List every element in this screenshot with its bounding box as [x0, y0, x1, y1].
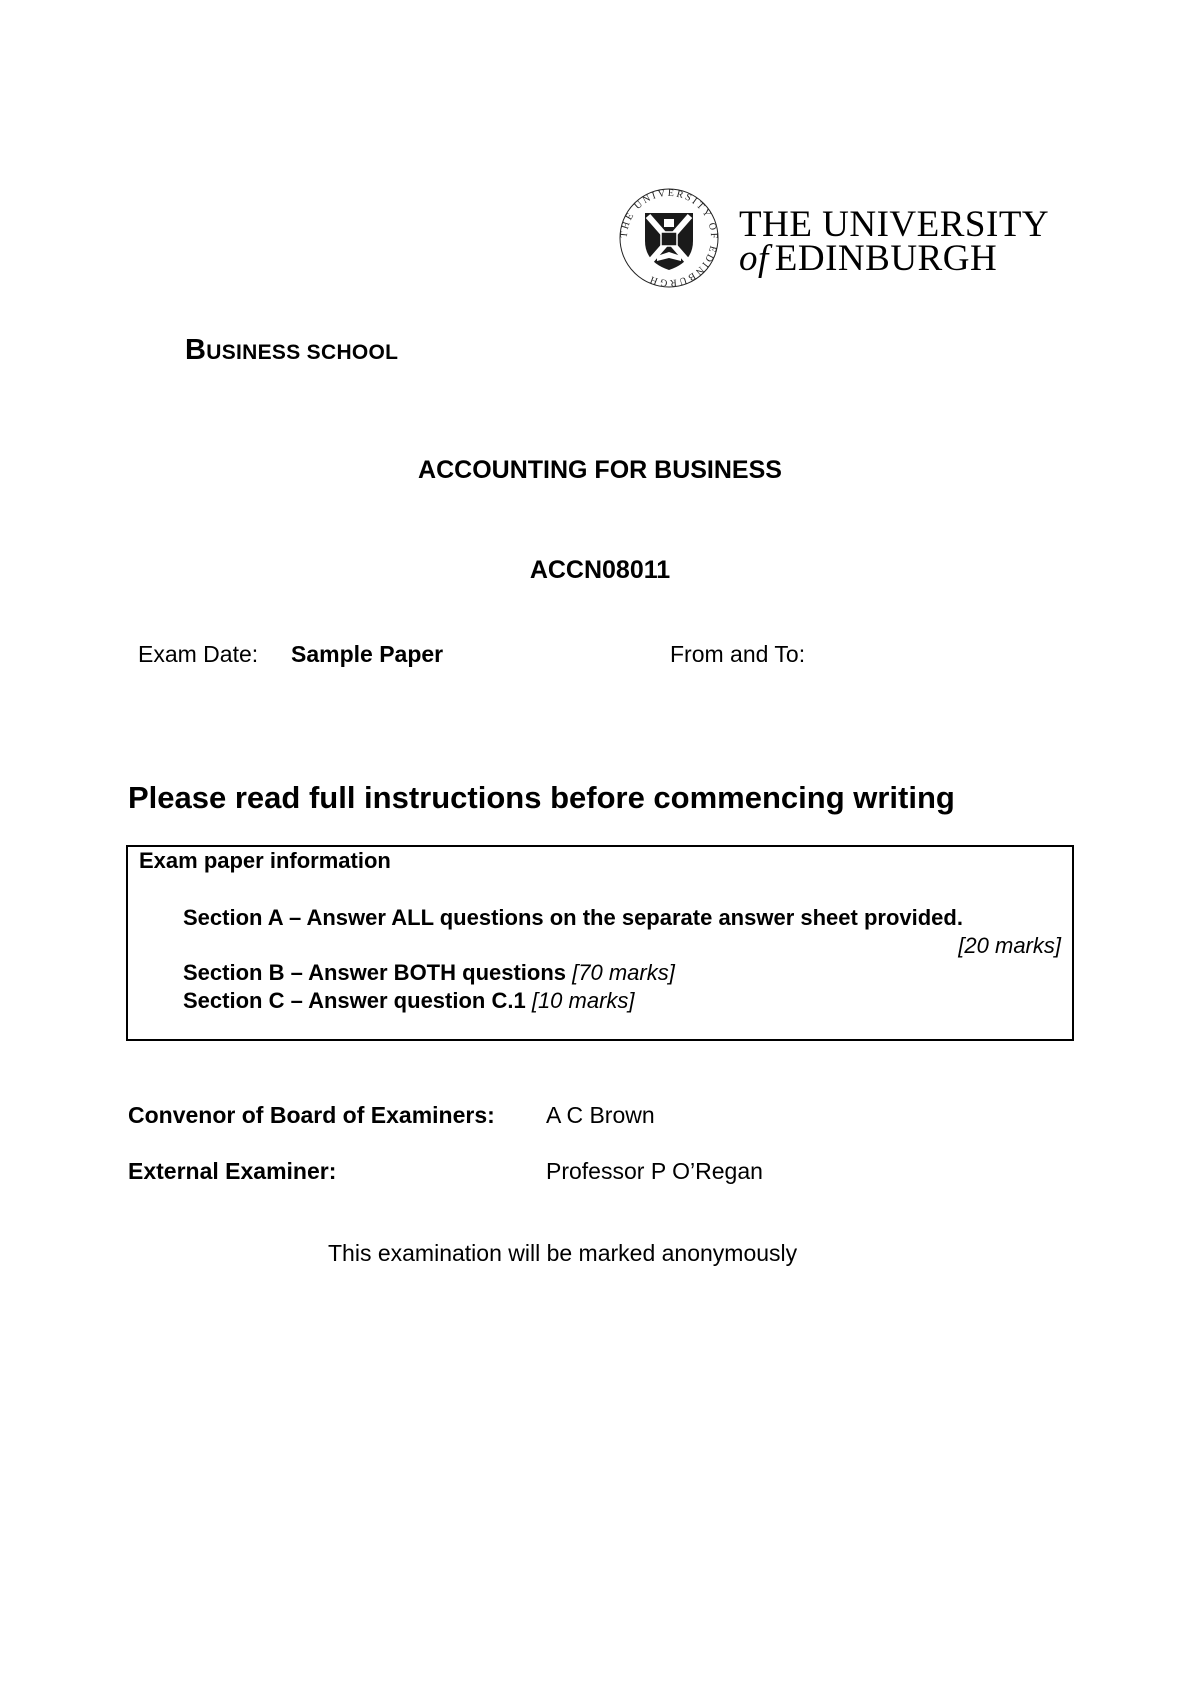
convenor-label: Convenor of Board of Examiners: — [128, 1102, 495, 1128]
section-a-instruction: Section A – Answer ALL questions on the separate answer sheet provided. — [183, 905, 963, 930]
school-title: BUSINESS SCHOOL — [185, 334, 399, 366]
university-seal-icon — [617, 186, 721, 290]
logo-wordmark-line1: THE UNIVERSITY — [739, 204, 1050, 245]
exam-date-value: Sample Paper — [291, 641, 444, 667]
external-examiner-label: External Examiner: — [128, 1158, 337, 1184]
university-logo — [617, 187, 1050, 289]
anonymous-marking-note: This examination will be marked anonymously — [328, 1240, 798, 1266]
course-title: ACCOUNTING FOR BUSINESS — [418, 456, 782, 484]
exam-info-heading: Exam paper information — [139, 848, 391, 873]
section-b-instruction: Section B – Answer BOTH questions [70 marks] — [183, 960, 675, 985]
logo-edinburgh: EDINBURGH — [774, 238, 998, 279]
logo-wordmark-line2 — [739, 240, 997, 277]
section-b-marks: [70 marks] — [572, 960, 675, 985]
section-c-instruction: Section C – Answer question C.1 [10 marks] — [183, 988, 635, 1013]
external-examiner-name: Professor P O’Regan — [546, 1158, 763, 1184]
exam-date-label: Exam Date: — [138, 641, 259, 667]
svg-text:THE UNIVERSITY OF EDINBURGH: THE UNIVERSITY OF EDINBURGH — [618, 187, 720, 289]
section-c-marks: [10 marks] — [531, 988, 635, 1013]
instructions-heading: Please read full instructions before commencing writing — [128, 780, 955, 815]
logo-of: of — [739, 238, 769, 279]
section-a-marks: [20 marks] — [958, 933, 1061, 958]
from-to-label: From and To: — [670, 641, 806, 667]
convenor-name: A C Brown — [546, 1102, 655, 1128]
course-code: ACCN08011 — [529, 556, 671, 584]
exam-info-box — [126, 845, 1074, 1041]
